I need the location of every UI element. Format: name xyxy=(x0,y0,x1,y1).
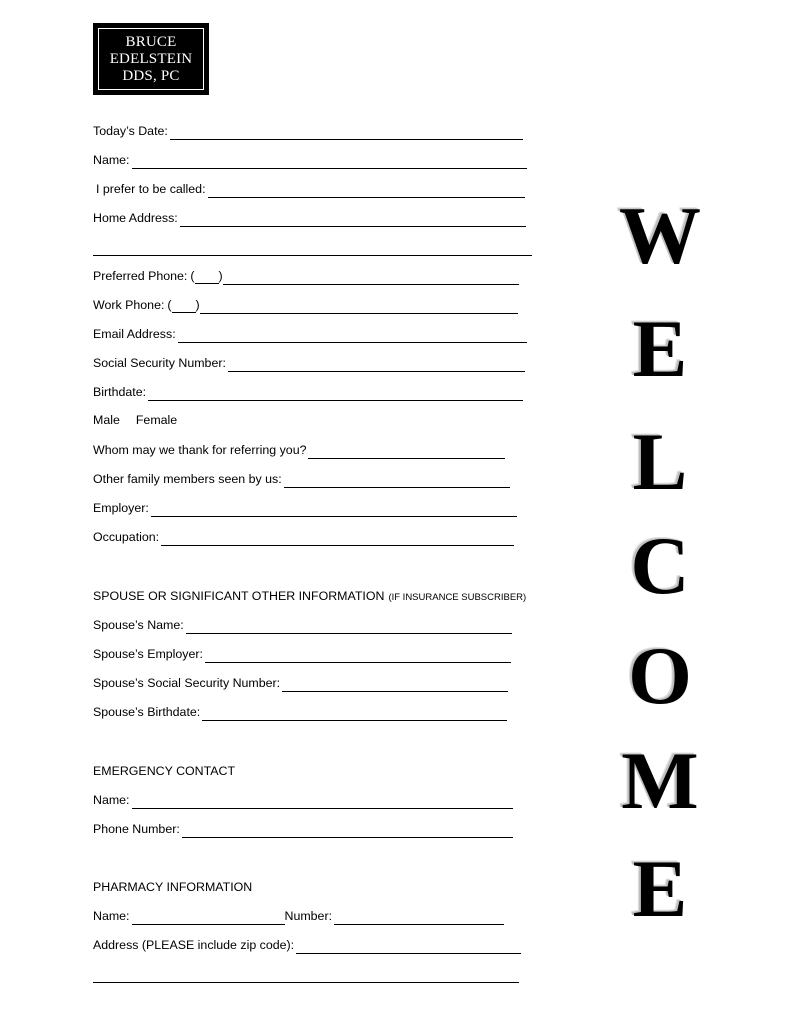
pharmacy-address-row xyxy=(93,934,521,954)
logo-line: DDS, PC xyxy=(122,67,180,84)
pharmacy-name-label: Name: xyxy=(93,909,130,923)
pharmacy-address-label: Address (PLEASE include zip code): xyxy=(93,938,295,952)
spouse-section-heading: SPOUSE OR SIGNIFICANT OTHER INFORMATION xyxy=(93,589,385,603)
home-address-label: Home Address: xyxy=(93,211,178,225)
emergency-name-label: Name: xyxy=(93,793,130,807)
welcome-letter: L xyxy=(632,416,688,507)
pharmacy-number-label: Number: xyxy=(284,909,333,923)
todays-date-field[interactable] xyxy=(170,125,523,140)
gender-male-option[interactable]: Male xyxy=(93,413,120,427)
logo-line: BRUCE xyxy=(125,33,177,50)
spouse-name-row xyxy=(93,614,512,634)
birthdate-label: Birthdate: xyxy=(93,385,147,399)
pharmacy-address-row-2 xyxy=(93,963,519,983)
spouse-name-field[interactable] xyxy=(186,619,512,634)
spouse-ssn-row xyxy=(93,672,508,692)
todays-date-label: Today’s Date: xyxy=(93,124,168,138)
spouse-heading-row xyxy=(93,585,526,605)
referral-field[interactable] xyxy=(308,444,505,459)
emergency-phone-field[interactable] xyxy=(182,823,513,838)
practice-logo xyxy=(93,23,209,95)
welcome-letter: E xyxy=(632,303,688,394)
ssn-field[interactable] xyxy=(228,357,525,372)
birthdate-row xyxy=(93,381,523,401)
family-members-label: Other family members seen by us: xyxy=(93,472,282,486)
name-field[interactable] xyxy=(132,154,527,169)
logo-line: EDELSTEIN xyxy=(109,50,193,67)
emergency-name-row xyxy=(93,789,513,809)
family-members-row xyxy=(93,468,510,488)
name-label: Name: xyxy=(93,153,130,167)
preferred-phone-row xyxy=(93,265,519,285)
home-address-row xyxy=(93,207,526,227)
birthdate-field[interactable] xyxy=(148,386,523,401)
pharmacy-number-field[interactable] xyxy=(334,910,504,925)
preferred-phone-label: Preferred Phone: xyxy=(93,269,188,283)
occupation-row xyxy=(93,526,514,546)
welcome-letter: O xyxy=(628,630,692,721)
spouse-employer-field[interactable] xyxy=(205,648,511,663)
referral-label: Whom may we thank for referring you? xyxy=(93,443,307,457)
work-phone-row xyxy=(93,294,518,314)
emergency-heading-row xyxy=(93,760,235,780)
pharmacy-section-heading: PHARMACY INFORMATION xyxy=(93,880,253,894)
todays-date-row xyxy=(93,120,523,140)
work-phone-field[interactable] xyxy=(200,299,518,314)
welcome-letter: W xyxy=(619,190,701,281)
employer-label: Employer: xyxy=(93,501,149,515)
name-row xyxy=(93,149,527,169)
email-label: Email Address: xyxy=(93,327,176,341)
gender-options xyxy=(93,413,177,427)
welcome-letter: M xyxy=(621,735,699,826)
pharmacy-name-row xyxy=(93,905,504,925)
family-members-field[interactable] xyxy=(284,473,510,488)
welcome-letter: E xyxy=(632,843,688,934)
ssn-row xyxy=(93,352,525,372)
employer-field[interactable] xyxy=(151,502,517,517)
occupation-field[interactable] xyxy=(161,531,514,546)
preferred-phone-area-code[interactable]: ( ) xyxy=(190,269,223,283)
email-row xyxy=(93,323,527,343)
pharmacy-address-field-2[interactable] xyxy=(93,968,519,983)
spouse-birthdate-label: Spouse’s Birthdate: xyxy=(93,705,201,719)
pharmacy-address-field[interactable] xyxy=(296,939,521,954)
emergency-phone-label: Phone Number: xyxy=(93,822,180,836)
spouse-name-label: Spouse’s Name: xyxy=(93,618,184,632)
ssn-label: Social Security Number: xyxy=(93,356,226,370)
pharmacy-name-field[interactable] xyxy=(132,910,285,925)
preferred-name-label: I prefer to be called: xyxy=(96,182,206,196)
preferred-name-field[interactable] xyxy=(208,183,525,198)
emergency-name-field[interactable] xyxy=(132,794,513,809)
home-address-field[interactable] xyxy=(180,212,526,227)
occupation-label: Occupation: xyxy=(93,530,160,544)
employer-row xyxy=(93,497,517,517)
spouse-employer-row xyxy=(93,643,511,663)
spouse-ssn-field[interactable] xyxy=(282,677,508,692)
referral-row xyxy=(93,439,505,459)
spouse-section-note: (IF INSURANCE SUBSCRIBER) xyxy=(388,592,527,603)
emergency-phone-row xyxy=(93,818,513,838)
work-phone-area-code[interactable]: ( ) xyxy=(167,298,200,312)
work-phone-label: Work Phone: xyxy=(93,298,165,312)
spouse-birthdate-row xyxy=(93,701,507,721)
gender-female-option[interactable]: Female xyxy=(135,413,178,427)
emergency-section-heading: EMERGENCY CONTACT xyxy=(93,764,236,778)
preferred-name-row xyxy=(96,178,525,198)
home-address-field-2[interactable] xyxy=(93,241,532,256)
welcome-letter: C xyxy=(630,520,690,611)
spouse-ssn-label: Spouse’s Social Security Number: xyxy=(93,676,281,690)
preferred-phone-field[interactable] xyxy=(223,270,519,285)
spouse-employer-label: Spouse’s Employer: xyxy=(93,647,203,661)
email-field[interactable] xyxy=(178,328,527,343)
pharmacy-heading-row xyxy=(93,876,252,896)
home-address-row-2 xyxy=(93,236,532,256)
spouse-birthdate-field[interactable] xyxy=(202,706,507,721)
